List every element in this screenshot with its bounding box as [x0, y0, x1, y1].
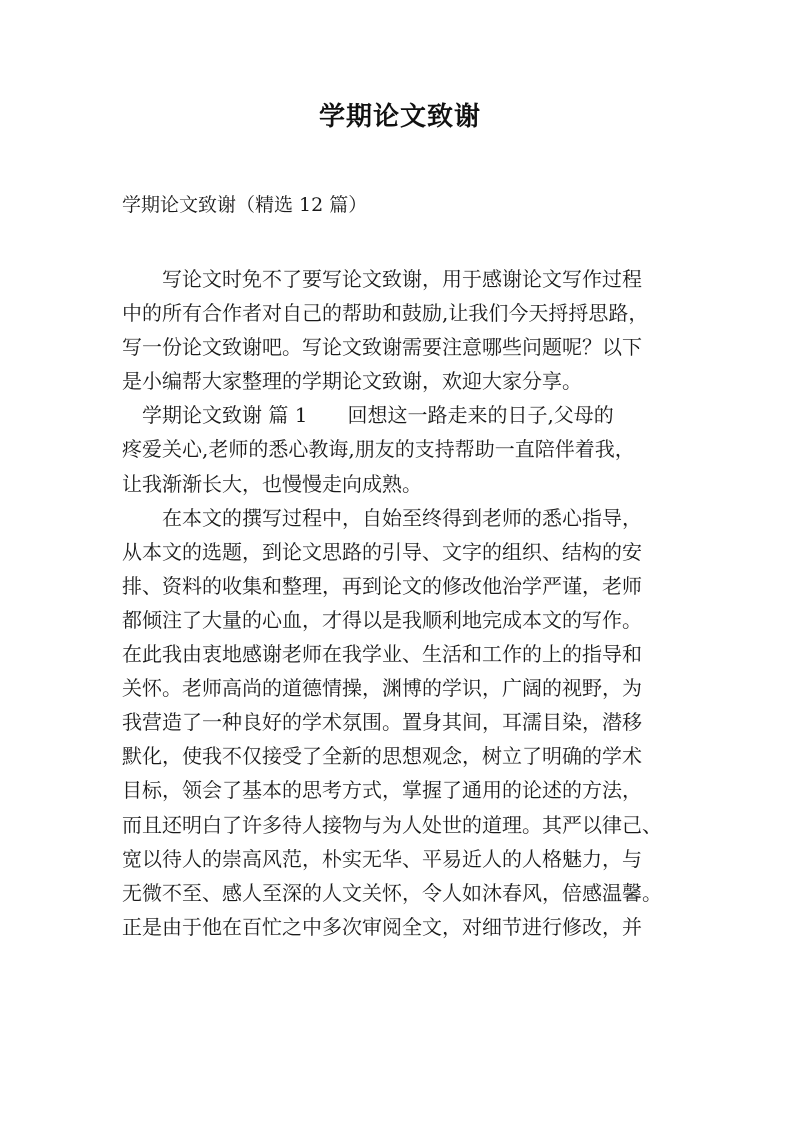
- body-line: 是小编帮大家整理的学期论文致谢，欢迎大家分享。: [122, 369, 582, 394]
- body-line: 目标，领会了基本的思考方式，掌握了通用的论述的方法，: [122, 778, 642, 803]
- body-line: 在此我由衷地感谢老师在我学业、生活和工作的上的指导和: [122, 642, 642, 667]
- body-line: 让我渐渐长大，也慢慢走向成熟。: [122, 471, 422, 496]
- document-body: [122, 262, 702, 944]
- body-line: 写论文时免不了要写论文致谢，用于感谢论文写作过程: [122, 267, 642, 291]
- body-line: 而且还明白了许多待人接物与为人处世的道理。其严以律己、: [122, 812, 662, 837]
- document-subtitle: 学期论文致谢（精选 12 篇）: [122, 194, 368, 216]
- body-line: 学期论文致谢 篇 1 回想这一路走来的日子,父母的: [122, 403, 614, 428]
- document-title: 学期论文致谢: [318, 102, 481, 132]
- body-line: 宽以待人的崇高风范，朴实无华、平易近人的人格魅力，与: [122, 846, 642, 871]
- body-line: 写一份论文致谢吧。写论文致谢需要注意哪些问题呢？以下: [122, 335, 642, 360]
- body-line: 在本文的撰写过程中，自始至终得到老师的悉心指导，: [122, 505, 642, 530]
- body-line: 都倾注了大量的心血，才得以是我顺利地完成本文的写作。: [122, 607, 642, 632]
- body-line: 我营造了一种良好的学术氛围。置身其间，耳濡目染，潜移: [122, 710, 642, 735]
- body-line: 正是由于他在百忙之中多次审阅全文，对细节进行修改，并: [122, 914, 642, 939]
- body-line: 从本文的选题，到论文思路的引导、文字的组织、结构的安: [122, 539, 642, 564]
- body-line: 疼爱关心,老师的悉心教诲,朋友的支持帮助一直陪伴着我，: [122, 437, 635, 462]
- body-line: 无微不至、感人至深的人文关怀，令人如沐春风，倍感温馨。: [122, 880, 662, 905]
- body-line: 默化，使我不仅接受了全新的思想观念，树立了明确的学术: [122, 744, 642, 769]
- body-line: 关怀。老师高尚的道德情操，渊博的学识，广阔的视野，为: [122, 676, 642, 701]
- body-line: 中的所有合作者对自己的帮助和鼓励,让我们今天捋捋思路，: [122, 301, 649, 326]
- body-line: 排、资料的收集和整理，再到论文的修改他治学严谨，老师: [122, 573, 642, 598]
